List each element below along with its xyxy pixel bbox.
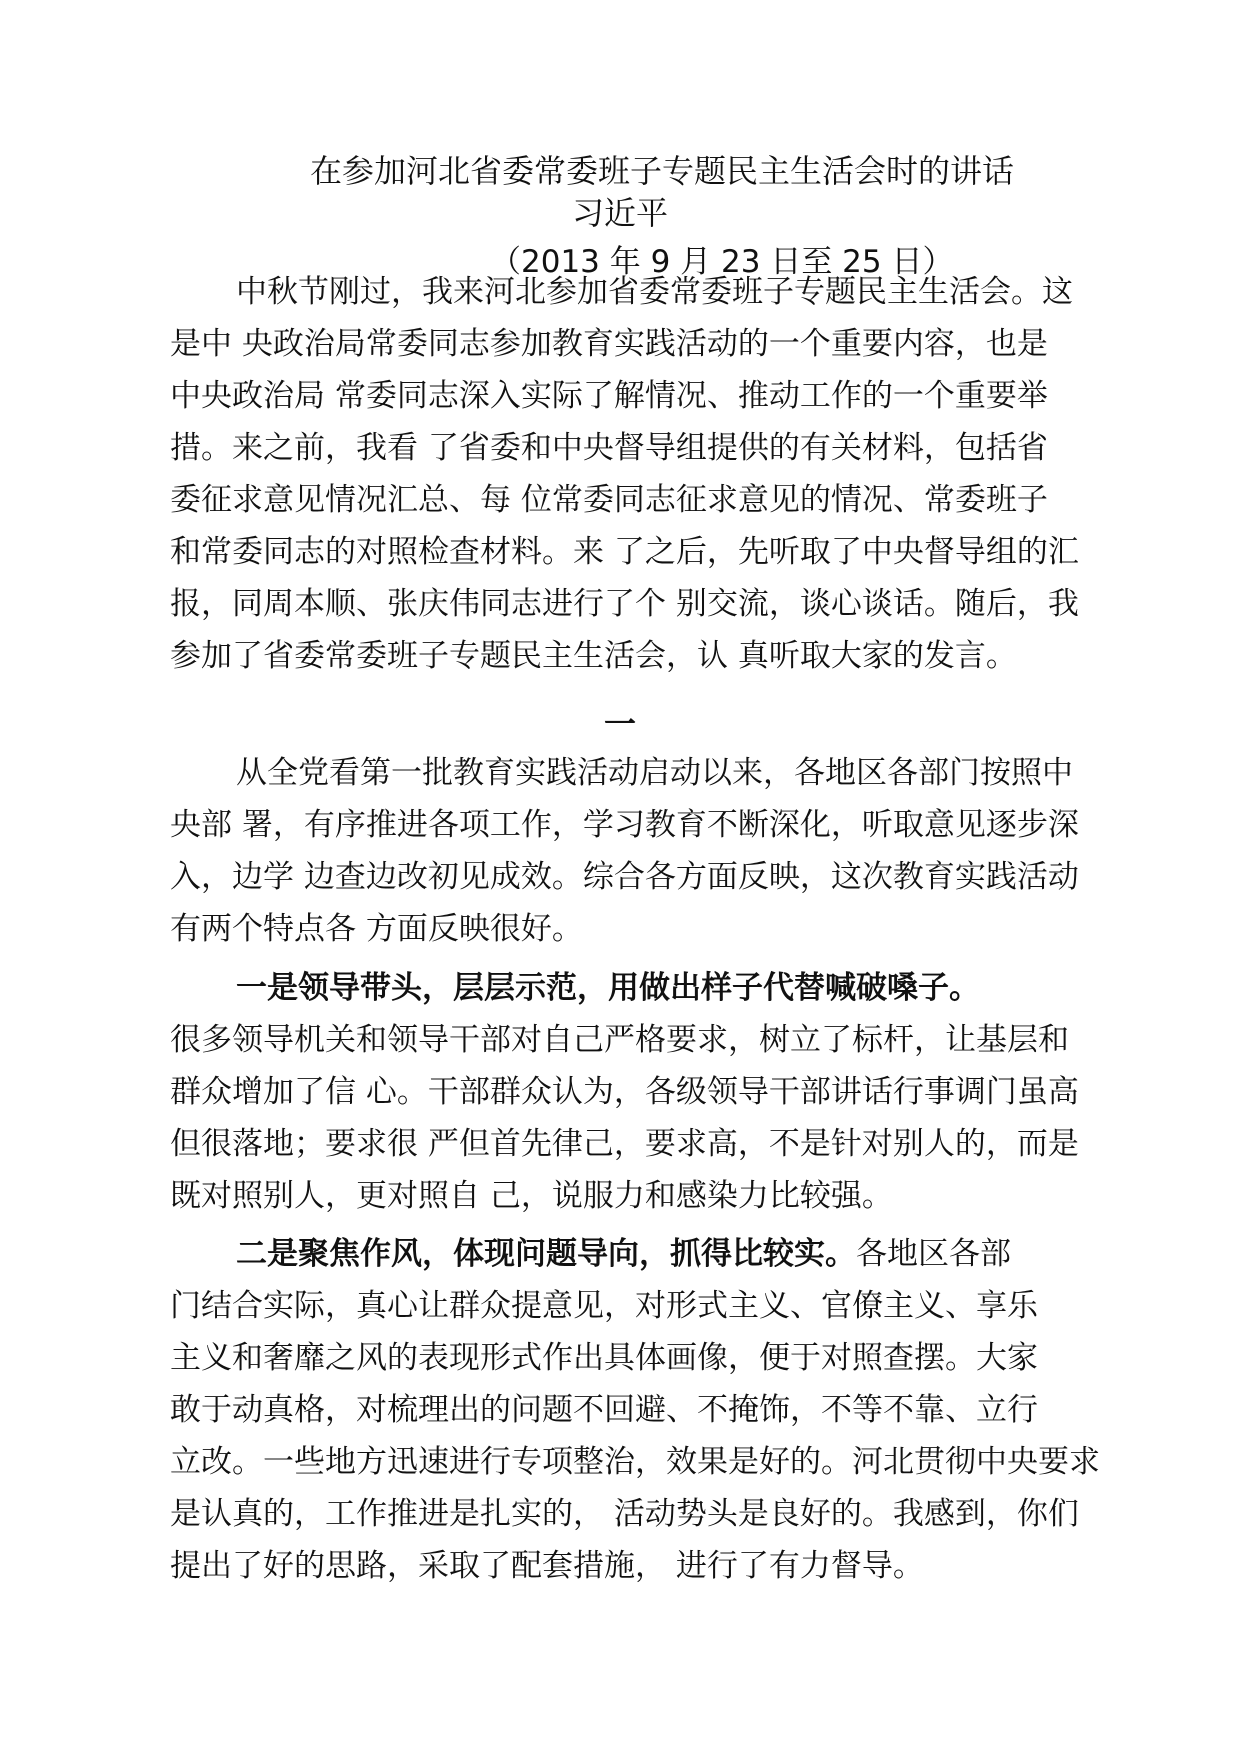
paragraph-line: 是中 央政治局常委同志参加教育实践活动的一个重要内容，也是 — [170, 326, 1048, 362]
section-number: 一 — [603, 705, 636, 743]
point-two-heading-tail: 各地区各部 — [856, 1236, 1011, 1272]
paragraph-line: 中秋节刚过，我来河北参加省委常委班子专题民主生活会。这 — [236, 274, 1073, 310]
paragraph-line: 中央政治局 常委同志深入实际了解情况、推动工作的一个重要举 — [170, 378, 1048, 414]
paragraph-line: 但很落地；要求很 严但首先律己，要求高，不是针对别人的，而是 — [170, 1126, 1079, 1162]
document-date: （2013 年 9 月 23 日至 25 日） — [490, 244, 954, 280]
paragraph-line: 报，同周本顺、张庆伟同志进行了个 别交流，谈心谈话。随后，我 — [170, 586, 1079, 622]
paragraph-line: 主义和奢靡之风的表现形式作出具体画像，便于对照查摆。大家 — [170, 1340, 1038, 1376]
paragraph-line: 委征求意见情况汇总、每 位常委同志征求意见的情况、常委班子 — [170, 482, 1048, 518]
paragraph-line: 央部 署，有序推进各项工作，学习教育不断深化，听取意见逐步深 — [170, 807, 1079, 843]
paragraph-line: 从全党看第一批教育实践活动启动以来，各地区各部门按照中 — [236, 755, 1073, 791]
paragraph-line: 参加了省委常委班子专题民主生活会，认 真听取大家的发言。 — [170, 638, 1017, 674]
document-author: 习近平 — [572, 194, 669, 232]
paragraph-line: 既对照别人，更对照自 己，说服力和感染力比较强。 — [170, 1178, 893, 1214]
paragraph-line: 很多领导机关和领导干部对自己严格要求，树立了标杆，让基层和 — [170, 1022, 1069, 1058]
point-one-heading: 一是领导带头，层层示范，用做出样子代替喊破嗓子。 — [236, 970, 980, 1006]
point-two-paragraph — [170, 1228, 1100, 1592]
section-one-paragraph — [170, 747, 1090, 955]
paragraph-line: 群众增加了信 心。干部群众认为，各级领导干部讲话行事调门虽高 — [170, 1074, 1079, 1110]
paragraph-line: 提出了好的思路，采取了配套措施， 进行了有力督导。 — [170, 1548, 924, 1584]
paragraph-line: 入，边学 边查边改初见成效。综合各方面反映，这次教育实践活动 — [170, 859, 1079, 895]
point-two-heading: 二是聚焦作风，体现问题导向，抓得比较实。 — [236, 1236, 856, 1272]
paragraph-line: 敢于动真格，对梳理出的问题不回避、不掩饰，不等不靠、立行 — [170, 1392, 1038, 1428]
paragraph-line: 和常委同志的对照检查材料。来 了之后，先听取了中央督导组的汇 — [170, 534, 1079, 570]
paragraph-line: 措。来之前，我看 了省委和中央督导组提供的有关材料，包括省 — [170, 430, 1048, 466]
document-title: 在参加河北省委常委班子专题民主生活会时的讲话 — [310, 152, 1015, 190]
point-one-paragraph — [170, 962, 1090, 1222]
paragraph-line: 立改。一些地方迅速进行专项整治，效果是好的。河北贯彻中央要求 — [170, 1444, 1100, 1480]
point-two-first-line — [170, 1228, 1090, 1280]
paragraph-line: 门结合实际，真心让群众提意见，对形式主义、官僚主义、享乐 — [170, 1288, 1038, 1324]
paragraph-line: 是认真的，工作推进是扎实的， 活动势头是良好的。我感到，你们 — [170, 1496, 1079, 1532]
intro-paragraph — [170, 266, 1090, 682]
paragraph-line: 有两个特点各 方面反映很好。 — [170, 911, 583, 947]
